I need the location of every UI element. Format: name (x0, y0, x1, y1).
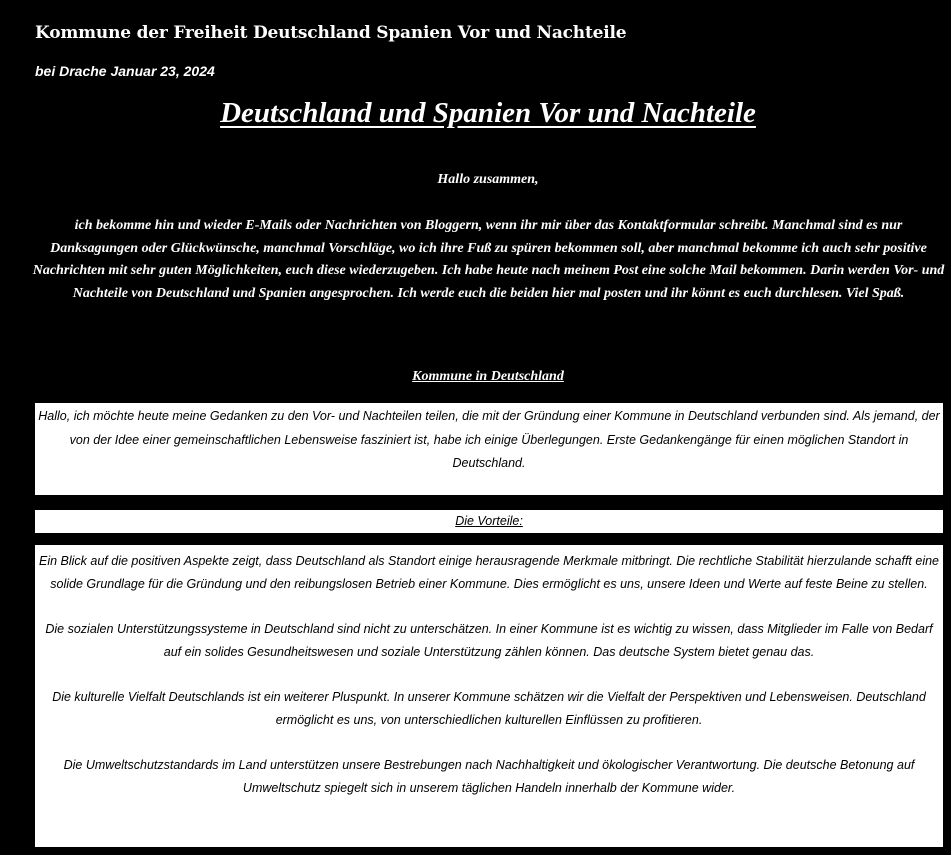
vorteile-paragraph: Die Umweltschutzstandards im Land unterstützen unsere Bestrebungen nach Nachhaltigkeit und ökologischer Verantwortung. Die deutsche Betonung auf Umweltschutz spiegelt sich in unserem täglichen Handeln innerhalb der Kommune wider. (63, 758, 915, 795)
vorteile-box (35, 545, 943, 847)
post-title: Deutschland und Spanien Vor und Nachteile (220, 97, 756, 129)
section-intro-text: Hallo, ich möchte heute meine Gedanken zu den Vor- und Nachteilen teilen, die mit der Gründung einer Kommune in Deutschland verbunden sind. Als jemand, der von der Idee einer gemeinschaftlichen Lebensweise fasziniert ist, habe ich einige Überlegungen. Erste Gedankengänge für einen möglichen Standort in Deutschland. (38, 409, 940, 470)
vorteile-heading: Die Vorteile: (455, 514, 523, 528)
vorteile-paragraph: Ein Blick auf die positiven Aspekte zeigt, dass Deutschland als Standort einige herausragende Merkmale mitbringt. Die rechtliche Stabilität hierzulande schafft eine solide Grundlage für die Gründung und den reibungslosen Betrieb einer Kommune. Dies ermöglicht es uns, unsere Ideen und Werte auf feste Beine zu stellen. (38, 554, 940, 591)
section-intro-box (35, 403, 943, 495)
section-heading: Kommune in Deutschland (412, 369, 564, 384)
vorteile-paragraph: Die sozialen Unterstützungssysteme in Deutschland sind nicht zu unterschätzen. In einer Kommune ist es wichtig zu wissen, dass Mitglieder im Falle von Bedarf auf ein solides Gesundheitswesen und soziale Unterstützung zählen können. Das deutsche System bietet genau das. (45, 622, 933, 659)
post-byline: bei Drache Januar 23, 2024 (35, 63, 215, 79)
site-title[interactable]: Kommune der Freiheit Deutschland Spanien Vor und Nachteile (35, 23, 627, 43)
post-intro: ich bekomme hin und wieder E-Mails oder Nachrichten von Bloggern, wenn ihr mir über das Kontaktformular schreibt. Manchmal sind es nur Danksagungen oder Glückwünsche, manchmal Vorschläge, wo ich ihre Fuß zu spüren bekommen soll, aber manchmal bekomme ich auch sehr positive Nachrichten mit sehr guten Möglichkeiten, euch diese wiederzugeben. Ich habe heute nach meinem Post eine solche Mail bekommen. Darin werden Vor- und Nachteile von Deutschland und Spanien angesprochen. Ich werde euch die beiden hier mal posten und ihr könnt es euch durchlesen. Viel Spaß. (32, 218, 945, 301)
vorteile-heading-box (35, 510, 943, 533)
vorteile-paragraph: Die kulturelle Vielfalt Deutschlands ist ein weiterer Pluspunkt. In unserer Kommune schätzen wir die Vielfalt der Perspektiven und Lebensweisen. Deutschland ermöglicht es uns, von unterschiedlichen kulturellen Einflüssen zu profitieren. (52, 690, 926, 727)
post-greeting: Hallo zusammen, (437, 172, 539, 187)
